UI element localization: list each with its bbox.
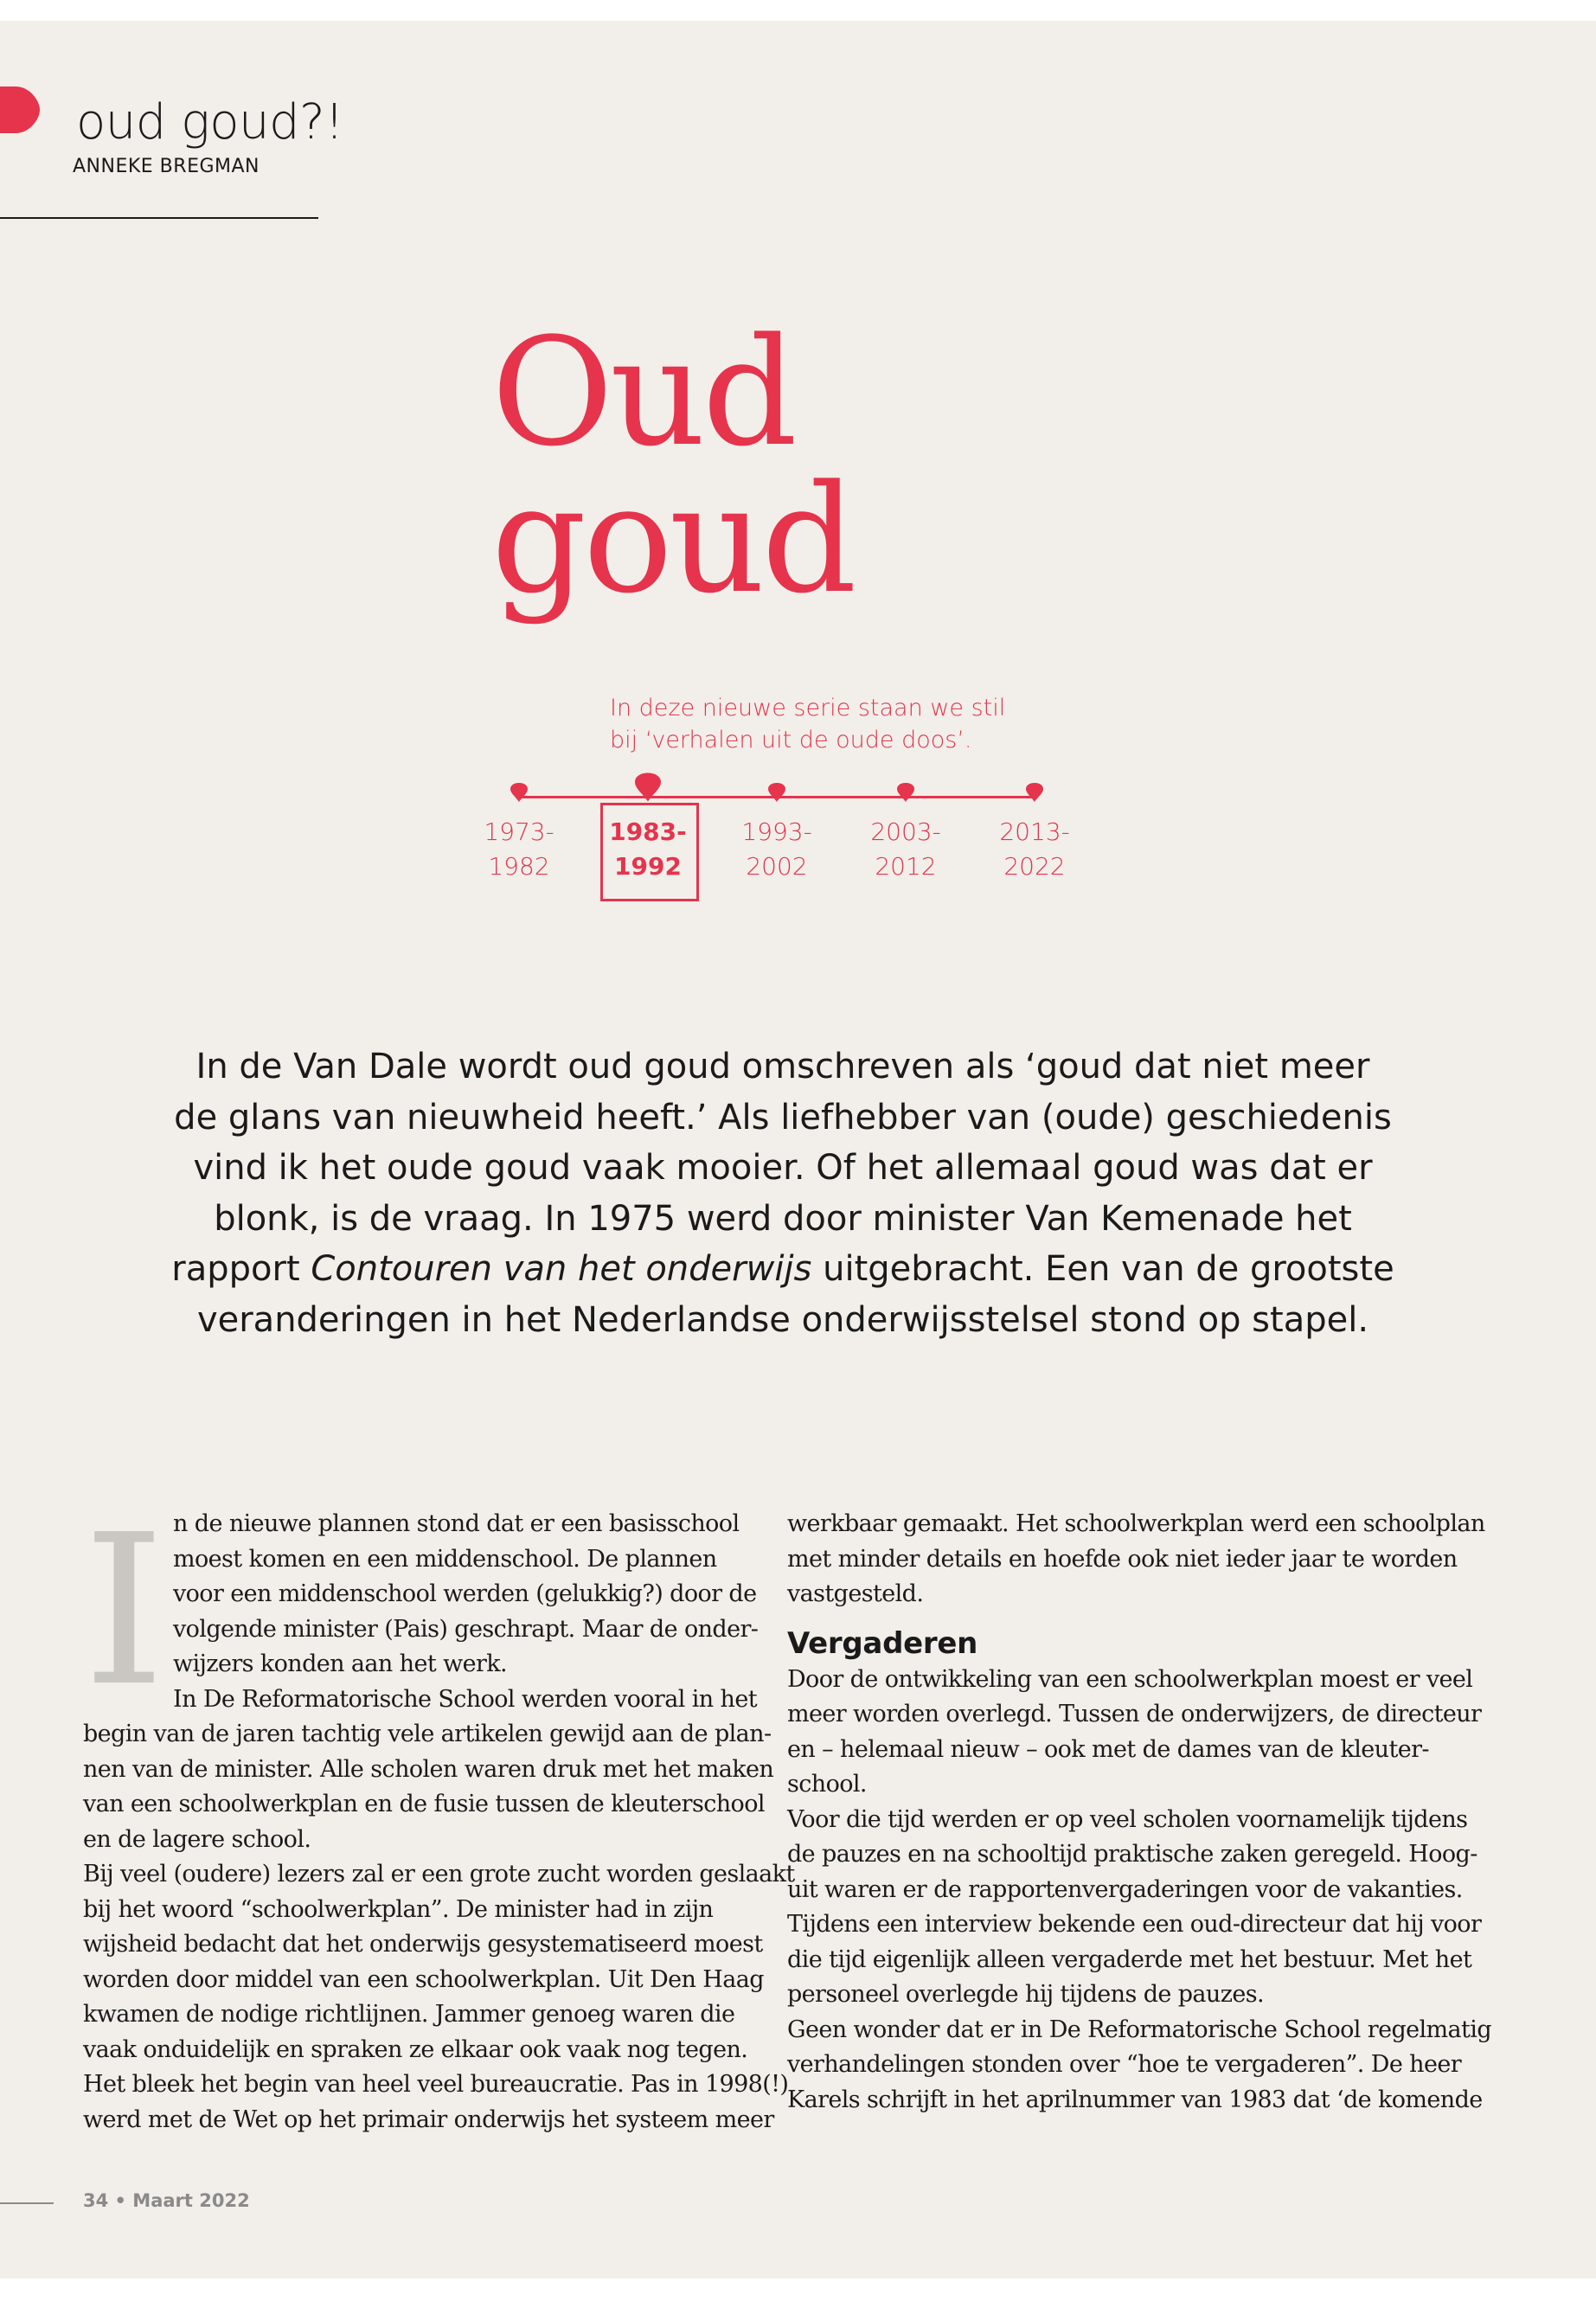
article-line: Het bleek het begin van heel veel bureaucratie. Pas in 1998(!) (83, 2071, 789, 2098)
title-line-2: goud (491, 452, 854, 626)
article-column-right (787, 1507, 1492, 2118)
article-line: de pauzes en na schooltijd praktische zaken geregeld. Hoog- (787, 1841, 1477, 1868)
article-line: n de nieuwe plannen stond dat er een basisschool (173, 1510, 740, 1537)
article-line: van een schoolwerkplan en de fusie tussen de kleuterschool (83, 1791, 765, 1817)
period-start: 2003- (870, 817, 941, 846)
article-line: wijzers konden aan het werk. (173, 1650, 508, 1677)
article-line: kwamen de nodige richtlijnen. Jammer genoeg waren die (83, 2001, 735, 2028)
lead-line: veranderingen in het Nederlandse onderwijsstelsel stond op stapel. (196, 1299, 1369, 1340)
issue-date: Maart 2022 (132, 2190, 250, 2211)
period-end: 2022 (1003, 852, 1066, 881)
red-tab-marker (0, 87, 40, 133)
article-line: verhandelingen stonden over “hoe te vergaderen”. De heer (787, 2051, 1462, 2078)
period-end: 1992 (614, 852, 682, 881)
period-end: 2012 (875, 852, 937, 881)
article-line: en – helemaal nieuw – ook met de dames van de kleuter- (787, 1735, 1429, 1763)
timeline-pin (768, 783, 785, 802)
article-line: met minder details en hoefde ook niet ieder jaar te worden (787, 1545, 1458, 1573)
period-start: 1973- (484, 817, 554, 846)
article-line: Geen wonder dat er in De Reformatorische School regelmatig (787, 2016, 1492, 2043)
article-indented-block (83, 1490, 759, 1732)
article-line: en de lagere school. (83, 1825, 311, 1853)
article-line: die tijd eigenlijk alleen vergaderde met het bestuur. Met het (787, 1945, 1472, 1973)
timeline-pin (897, 783, 914, 802)
article-line: werd met de Wet op het primair onderwijs het systeem meer (83, 2106, 774, 2133)
timeline-pin (1026, 783, 1043, 802)
article-line: vastgesteld. (787, 1580, 924, 1607)
article-line: meer worden overlegd. Tussen de onderwijzers, de directeur (787, 1701, 1482, 1727)
lead-paragraph (147, 1042, 1419, 1345)
series-intro-line-2: bij ‘verhalen uit de oude doos’. (610, 727, 972, 753)
timeline-pin-active (635, 772, 661, 802)
period-end: 2002 (746, 852, 808, 881)
article-line: uit waren er de rapportenvergaderingen voor de vakanties. (787, 1875, 1463, 1903)
magazine-page (0, 21, 1596, 2279)
article-line: Door de ontwikkeling van een schoolwerkplan moest er veel (787, 1665, 1473, 1693)
article-line: worden door middel van een schoolwerkplan. Uit Den Haag (83, 1965, 764, 1993)
title-line-1: Oud (491, 305, 794, 479)
page-footer (83, 2190, 250, 2211)
article-line: Tijdens een interview bekende een oud-directeur dat hij voor (787, 1911, 1482, 1938)
lead-line: In de Van Dale wordt oud goud omschreven als ‘goud dat niet meer (195, 1047, 1370, 1086)
series-intro-line-1: In deze nieuwe serie staan we stil (610, 695, 1006, 721)
article-column-left (83, 1490, 795, 2138)
article-line: personeel overlegde hij tijdens de pauzes. (787, 1981, 1264, 2008)
series-intro (610, 692, 1005, 756)
lead-line: de glans van nieuwheid heeft.’ Als liefhebber van (oude) geschiedenis (174, 1097, 1392, 1138)
lead-line (147, 1244, 1419, 1295)
timeline-period (854, 815, 958, 884)
period-start: 2013- (999, 817, 1070, 846)
article-line: Karels schrijft in het aprilnummer van 1983 dat ‘de komende (787, 2086, 1483, 2113)
timeline-period (725, 815, 829, 884)
article-line: school. (787, 1771, 867, 1798)
timeline-pin (510, 783, 528, 802)
article-line: wijsheid bedacht dat het onderwijs gesystematiseerd moest (83, 1931, 763, 1958)
timeline-period (983, 815, 1086, 884)
article-line: In De Reformatorische School werden vooral in het (173, 1685, 757, 1713)
article-line: nen van de minister. Alle scholen waren druk met het maken (83, 1755, 774, 1783)
article-body-block (83, 1717, 795, 2138)
lead-line: vind ik het oude goud vaak mooier. Of het allemaal goud was dat er (193, 1148, 1373, 1188)
article-line: vaak onduidelijk en spraken ze elkaar ook vaak nog tegen. (83, 2035, 748, 2063)
article-line: bij het woord “schoolwerkplan”. De minister had in zijn (83, 1895, 714, 1923)
page-title (491, 305, 854, 626)
timeline-period (467, 815, 571, 884)
period-start: 1983- (609, 817, 687, 846)
article-body-block (787, 1663, 1492, 2118)
drop-cap: I (83, 1490, 165, 1732)
article-line: begin van de jaren tachtig vele artikelen gewijd aan de plan- (83, 1721, 772, 1747)
article-line: voor een middenschool werden (gelukkig?) door de (173, 1580, 757, 1607)
footer-separator: • (114, 2190, 126, 2211)
section-heading: Vergaderen (787, 1625, 977, 1661)
article-line: Bij veel (oudere) lezers zal er een grote zucht worden geslaakt (83, 1861, 795, 1888)
page-number: 34 (83, 2190, 109, 2211)
lead-text: uitgebracht. Een van de grootste (811, 1249, 1394, 1289)
header-divider (0, 217, 318, 219)
timeline (484, 765, 1090, 912)
article-line: volgende minister (Pais) geschrapt. Maar de onder- (173, 1615, 759, 1643)
lead-line: blonk, is de vraag. In 1975 werd door minister Van Kemenade het (214, 1198, 1352, 1239)
report-title: Contouren van het onderwijs (311, 1249, 812, 1289)
article-body-block (787, 1507, 1485, 1612)
period-start: 1993- (741, 817, 812, 846)
footer-rule (0, 2202, 54, 2204)
author-name: ANNEKE BREGMAN (73, 156, 260, 177)
article-line: werkbaar gemaakt. Het schoolwerkplan werd een schoolplan (787, 1510, 1485, 1537)
article-line: moest komen en een middenschool. De plannen (173, 1545, 717, 1573)
period-end: 1982 (488, 852, 550, 881)
timeline-period-active (596, 815, 700, 884)
lead-text: rapport (171, 1249, 311, 1289)
article-line: Voor die tijd werden er op veel scholen voornamelijk tijdens (787, 1805, 1468, 1833)
series-title: oud goud?! (76, 94, 344, 151)
